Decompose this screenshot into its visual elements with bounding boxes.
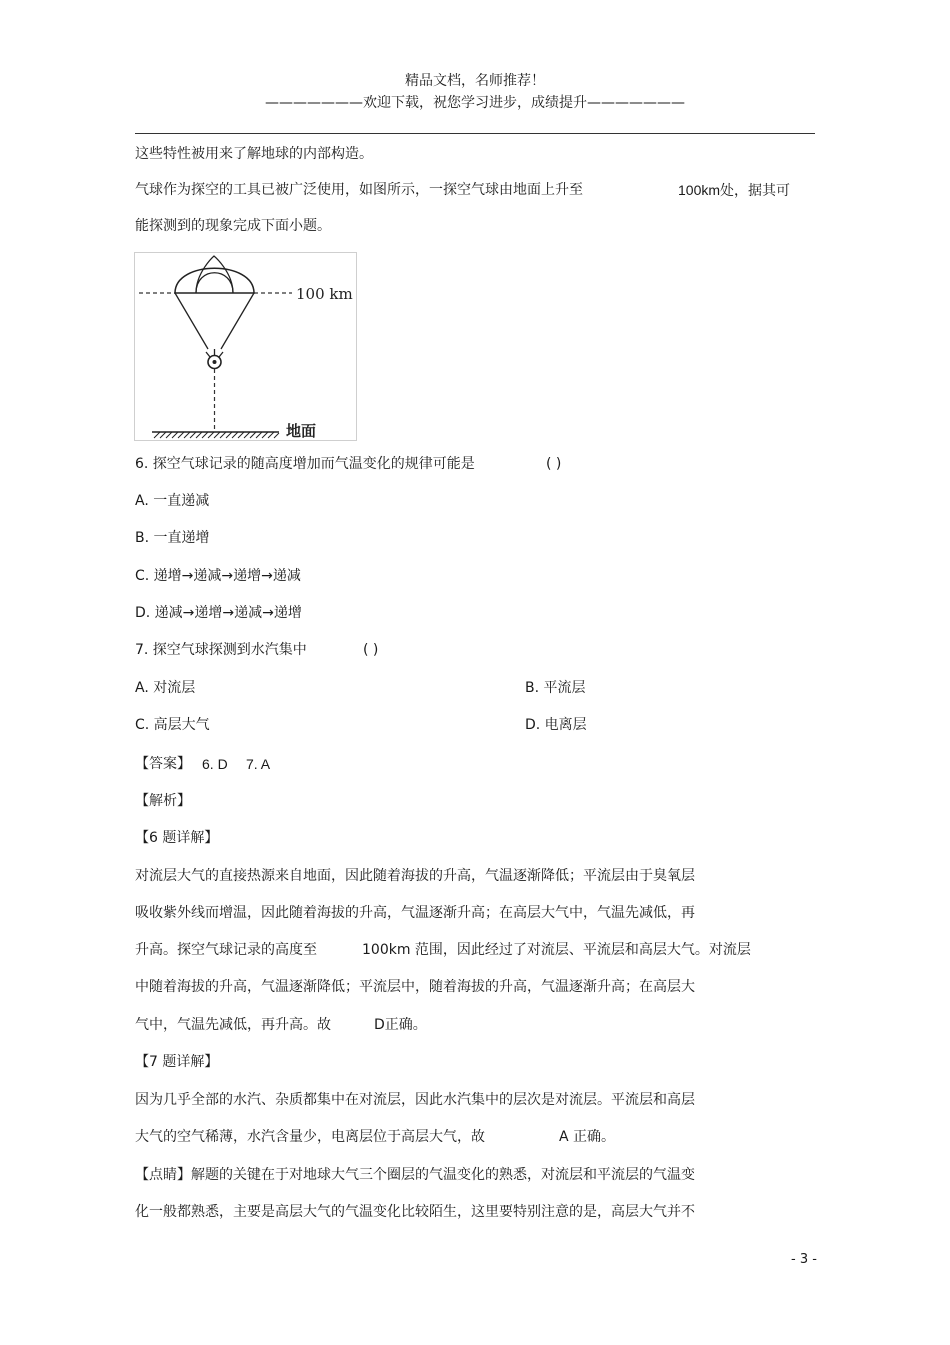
detail7-line-1: 因为几乎全部的水汽、杂质都集中在对流层，因此水汽集中的层次是对流层。平流层和高层 xyxy=(135,1092,695,1108)
ground-hatching xyxy=(154,432,279,438)
detail6-line-5a: 气中，气温先减低，再升高。故 xyxy=(135,1017,331,1033)
q7-paren: ( ) xyxy=(363,642,379,658)
altitude-label: 100 km xyxy=(296,285,353,303)
detail7-line-2a: 大气的空气稀薄，水汽含量少，电离层位于高层大气，故 xyxy=(135,1129,485,1145)
detail7-line-2b: A 正确。 xyxy=(559,1129,616,1145)
detail6-line-3a: 升高。探空气球记录的高度至 xyxy=(135,942,317,958)
payload-tick-right xyxy=(219,352,223,357)
page-number: - 3 - xyxy=(791,1252,817,1267)
tip-line-1: 【点睛】解题的关键在于对地球大气三个圈层的气温变化的熟悉，对流层和平流层的气温变 xyxy=(135,1167,695,1183)
q6-stem: 6. 探空气球记录的随高度增加而气温变化的规律可能是 xyxy=(135,456,475,472)
balloon-figure xyxy=(134,252,357,441)
q6-option-d: D. 递减→递增→递减→递增 xyxy=(135,605,302,621)
header-rule xyxy=(135,133,815,134)
suspension-line-right xyxy=(221,293,254,349)
answer-6: 6. D xyxy=(202,756,228,772)
payload-tick-left xyxy=(206,352,210,357)
detail6-line-2: 吸收紫外线而增温，因此随着海拔的升高，气温逐渐升高；在高层大气中，气温先减低，再 xyxy=(135,905,695,921)
q6-paren: ( ) xyxy=(546,456,562,472)
q7-option-a: A. 对流层 xyxy=(135,680,196,696)
payload-center xyxy=(213,360,217,364)
balloon-inner-line-1 xyxy=(196,273,233,293)
detail6-line-1: 对流层大气的直接热源来自地面，因此随着海拔的升高，气温逐渐降低；平流层由于臭氧层 xyxy=(135,868,695,884)
tip-line-2: 化一般都熟悉，主要是高层大气的气温变化比较陌生，这里要特别注意的是，高层大气并不 xyxy=(135,1204,695,1220)
answer-7: 7. A xyxy=(246,756,271,772)
q6-option-a: A. 一直递减 xyxy=(135,493,210,509)
balloon-inner-line-2 xyxy=(196,256,233,293)
detail6-label: 【6 题详解】 xyxy=(135,830,219,846)
balloon-diagram xyxy=(134,252,357,441)
intro-line-2a: 气球作为探空的工具已被广泛使用，如图所示，一探空气球由地面上升至 xyxy=(135,182,583,198)
suspension-line-left xyxy=(175,293,208,349)
figure-border xyxy=(135,253,357,441)
q6-option-c: C. 递增→递减→递增→递减 xyxy=(135,568,301,584)
detail7-label: 【7 题详解】 xyxy=(135,1054,219,1070)
header-subtitle: ———————欢迎下载，祝您学习进步，成绩提升——————— xyxy=(265,95,685,111)
intro-line-1: 这些特性被用来了解地球的内部构造。 xyxy=(135,146,373,162)
ground-label: 地面 xyxy=(286,422,317,440)
intro-line-2b: 100km处，据其可 xyxy=(678,182,791,198)
answer-label: 【答案】 xyxy=(135,756,191,772)
q7-option-c: C. 高层大气 xyxy=(135,717,210,733)
q7-stem: 7. 探空气球探测到水汽集中 xyxy=(135,642,307,658)
detail6-line-5b: D正确。 xyxy=(374,1017,427,1033)
detail6-line-3b: 100km 范围，因此经过了对流层、平流层和高层大气。对流层 xyxy=(362,942,751,958)
balloon-canopy xyxy=(175,268,254,293)
q7-option-b: B. 平流层 xyxy=(525,680,586,696)
detail6-line-4: 中随着海拔的升高，气温逐渐降低；平流层中，随着海拔的升高，气温逐渐升高；在高层大 xyxy=(135,979,695,995)
header-title: 精品文档，名师推荐！ xyxy=(405,73,545,89)
intro-line-3: 能探测到的现象完成下面小题。 xyxy=(135,218,331,234)
q7-option-d: D. 电离层 xyxy=(525,717,587,733)
analysis-label: 【解析】 xyxy=(135,793,191,809)
q6-option-b: B. 一直递增 xyxy=(135,530,210,546)
